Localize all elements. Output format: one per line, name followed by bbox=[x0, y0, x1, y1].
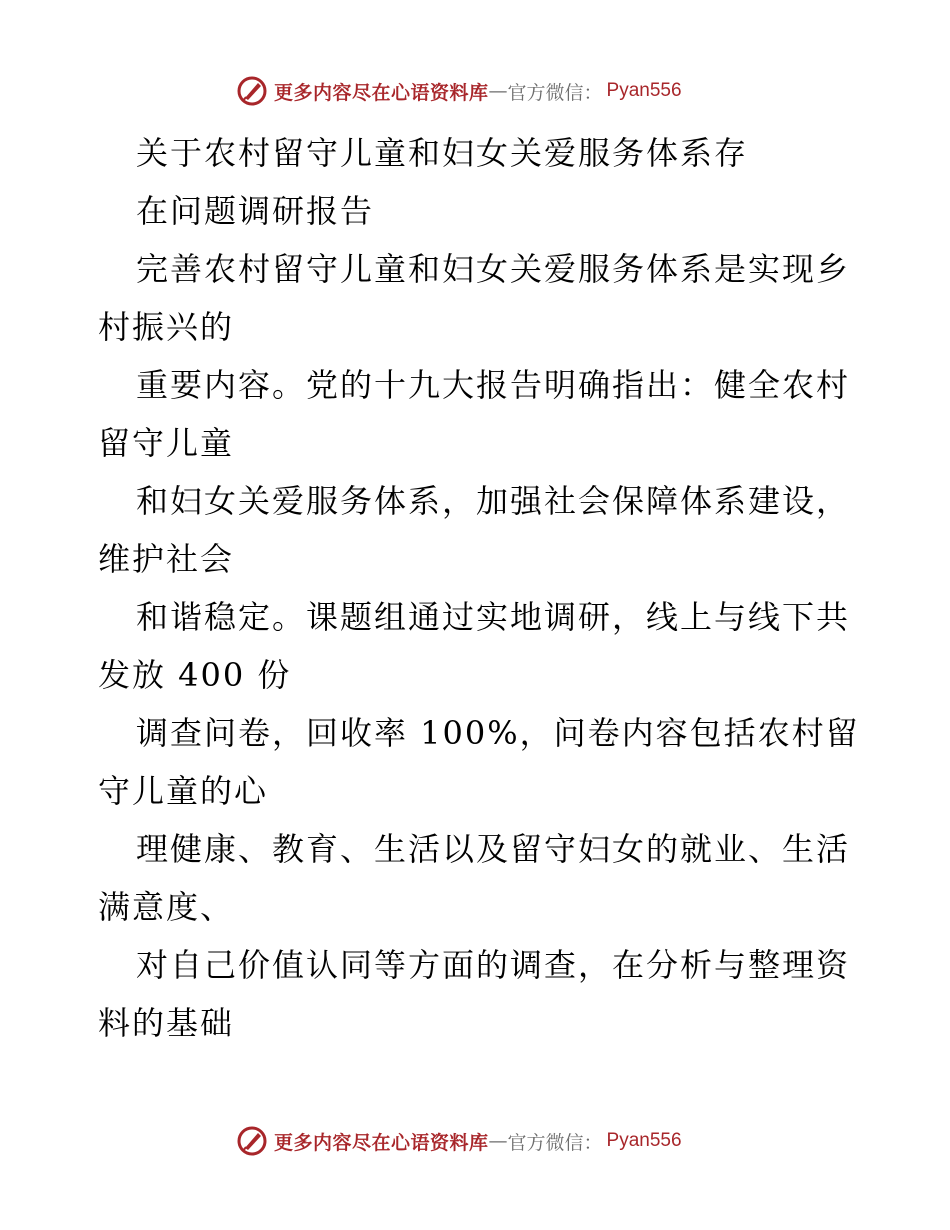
paragraph-line: 对自己价值认同等方面的调查，在分析与整理资 bbox=[136, 946, 851, 984]
banner-wechat-label: 官方微信： bbox=[507, 1131, 603, 1154]
banner-text: 更多内容尽在心语资料库 bbox=[274, 1131, 489, 1154]
footer-banner bbox=[236, 1124, 682, 1158]
header-banner bbox=[236, 74, 682, 108]
paragraph-line: 和谐稳定。课题组通过实地调研，线上与线下共 bbox=[136, 598, 851, 636]
quill-logo-icon bbox=[236, 75, 268, 107]
paragraph-line: 料的基础 bbox=[98, 1004, 235, 1042]
banner-separator: — bbox=[488, 1130, 508, 1152]
document-body bbox=[98, 124, 858, 1052]
banner-wechat-id: Pyan556 bbox=[606, 80, 682, 101]
title-line-2: 在问题调研报告 bbox=[136, 192, 375, 230]
title-line-1: 关于农村留守儿童和妇女关爱服务体系存 bbox=[136, 134, 749, 172]
paragraph-line: 重要内容。党的十九大报告明确指出：健全农村 bbox=[136, 366, 851, 404]
paragraph-line: 守儿童的心 bbox=[98, 772, 269, 810]
paragraph-line: 调查问卷，回收率 100%，问卷内容包括农村留 bbox=[136, 714, 860, 752]
banner-text: 更多内容尽在心语资料库 bbox=[274, 81, 489, 104]
banner-wechat-id: Pyan556 bbox=[606, 1130, 682, 1151]
paragraph-line: 发放 400 份 bbox=[98, 656, 292, 694]
paragraph-line: 留守儿童 bbox=[98, 424, 235, 462]
paragraph-line: 村振兴的 bbox=[98, 308, 235, 346]
paragraph-line: 维护社会 bbox=[98, 540, 235, 578]
paragraph-line: 和妇女关爱服务体系，加强社会保障体系建设， bbox=[136, 482, 851, 520]
banner-separator: — bbox=[488, 80, 508, 102]
quill-logo-icon bbox=[236, 1125, 268, 1157]
paragraph-line: 理健康、教育、生活以及留守妇女的就业、生活 bbox=[136, 830, 851, 868]
banner-wechat-label: 官方微信： bbox=[507, 81, 603, 104]
paragraph-line: 满意度、 bbox=[98, 888, 235, 926]
paragraph-line: 完善农村留守儿童和妇女关爱服务体系是实现乡 bbox=[136, 250, 851, 288]
